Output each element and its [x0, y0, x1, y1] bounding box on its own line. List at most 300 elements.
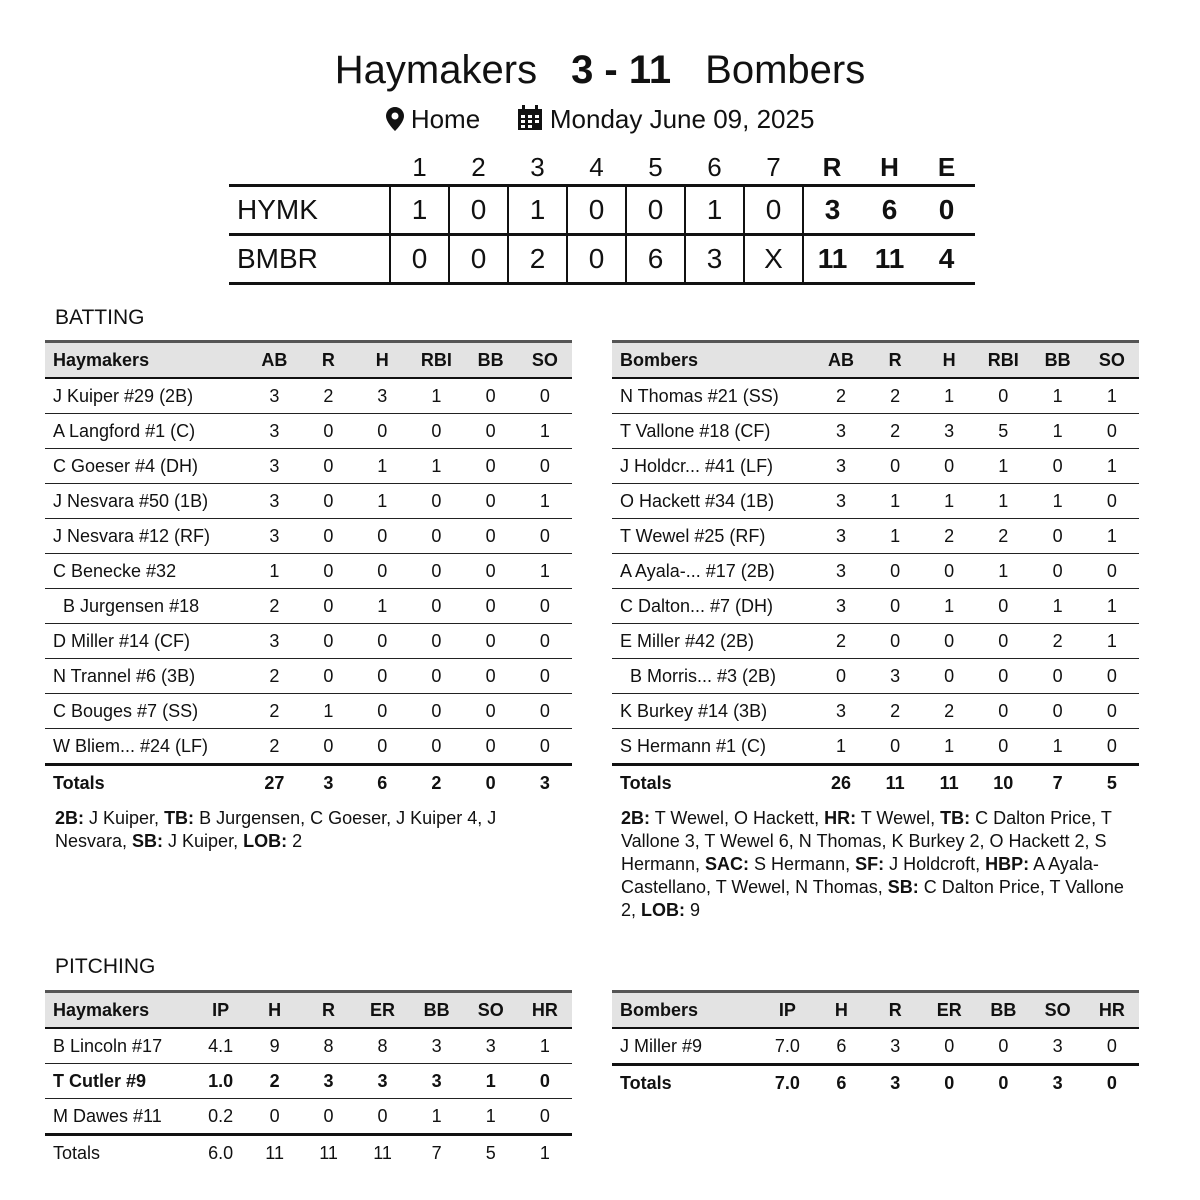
player-row [612, 589, 1139, 624]
stat-value: 1 [539, 490, 550, 511]
stat-value: 1 [1106, 595, 1117, 616]
player-name: A Ayala-... #17 (2B) [620, 560, 775, 581]
batting-notes-bombers [621, 807, 1141, 922]
location-label: Home [410, 104, 481, 134]
stat-column-header: H [375, 349, 389, 370]
linescore-team: HYMK [237, 194, 318, 225]
stat-value: 0 [539, 1070, 550, 1091]
pitching-table-haymakers [45, 990, 572, 1170]
stat-column-header: SO [1098, 349, 1125, 370]
stat-value: 0 [1052, 525, 1063, 546]
stat-value: 1 [1052, 385, 1063, 406]
stat-value: 1 [1106, 630, 1117, 651]
stat-value: 0 [377, 630, 388, 651]
note-label: HR: [824, 808, 857, 828]
stat-value: 1 [998, 455, 1009, 476]
stat-value: 3 [485, 1035, 496, 1056]
stat-value: 2 [269, 735, 280, 756]
totals-value: 3 [539, 772, 550, 793]
table-header-row [45, 342, 572, 379]
stat-value: 1 [998, 490, 1009, 511]
linescore-header [229, 150, 975, 186]
inning-7-header: 7 [766, 151, 781, 182]
note-label: SB: [887, 877, 919, 897]
inning-score: 1 [685, 186, 744, 235]
stat-column-header: HR [1098, 999, 1125, 1020]
stat-value: 0 [485, 595, 496, 616]
stat-value: 3 [1052, 1035, 1063, 1056]
stat-value: 3 [431, 1070, 442, 1091]
totals-row [612, 765, 1139, 801]
stat-value: 1 [944, 490, 955, 511]
note-label: 2B: [621, 808, 651, 828]
runs-total: 11 [817, 243, 848, 274]
stat-value: 0 [539, 700, 550, 721]
player-row [45, 694, 572, 729]
note-text: B Jurgensen, C Goeser, J Kuiper 4, J Nesvara, [55, 808, 497, 851]
player-name: E Miller #42 (2B) [620, 630, 755, 651]
player-row [45, 519, 572, 554]
stat-value: 1 [539, 560, 550, 581]
stat-value: 0 [323, 595, 334, 616]
errors-total: 0 [938, 194, 955, 225]
player-name: K Burkey #14 (3B) [620, 700, 768, 721]
stat-value: 0 [485, 700, 496, 721]
inning-score: X [744, 235, 803, 284]
batting-notes-haymakers [55, 807, 565, 853]
stat-value: 0 [998, 665, 1009, 686]
stat-value: 0 [539, 595, 550, 616]
totals-value: 7.0 [774, 1072, 800, 1093]
player-name: S Hermann #1 (C) [620, 735, 767, 756]
stat-value: 2 [269, 700, 280, 721]
stat-value: 2 [1052, 630, 1063, 651]
stat-value: 0 [1052, 455, 1063, 476]
stat-value: 3 [269, 420, 280, 441]
player-row [45, 659, 572, 694]
stat-value: 1 [944, 385, 955, 406]
stat-column-header: IP [778, 999, 796, 1020]
stat-value: 3 [890, 665, 901, 686]
player-name: T Cutler #9 [53, 1070, 147, 1091]
stat-column-header: R [888, 349, 902, 370]
stat-value: 0 [539, 630, 550, 651]
totals-value: 26 [830, 772, 851, 793]
stat-value: 0 [377, 665, 388, 686]
runs-header: R [822, 151, 842, 182]
stat-value: 0 [944, 560, 955, 581]
player-name: A Langford #1 (C) [53, 420, 196, 441]
final-score: 3 - 11 [571, 48, 672, 92]
stat-value: 3 [835, 560, 846, 581]
totals-value: 2 [431, 772, 442, 793]
player-row [45, 1064, 572, 1099]
batting-table-bombers [612, 340, 1139, 800]
totals-value: 11 [373, 1142, 392, 1163]
stat-value: 3 [890, 1035, 901, 1056]
stat-column-header: R [321, 349, 335, 370]
inning-score: 0 [567, 235, 626, 284]
linescore-row-away [229, 186, 975, 235]
stat-value: 1 [1106, 525, 1117, 546]
stat-value: 0 [539, 385, 550, 406]
note-text: J Holdcroft, [884, 854, 986, 874]
stat-value: 0 [998, 595, 1009, 616]
stat-value: 3 [835, 525, 846, 546]
stat-value: 0 [431, 700, 442, 721]
player-row [45, 1099, 572, 1135]
pitching-table-bombers [612, 990, 1139, 1100]
stat-column-header: AB [261, 349, 288, 370]
stat-value: 1 [323, 700, 334, 721]
totals-label: Totals [53, 772, 105, 793]
note-label: SAC: [705, 854, 750, 874]
stat-column-header: R [322, 999, 336, 1020]
stat-value: 2 [835, 385, 846, 406]
stat-value: 0 [431, 595, 442, 616]
player-name: C Dalton... #7 (DH) [620, 595, 774, 616]
totals-value: 27 [264, 772, 285, 793]
totals-row [45, 765, 572, 801]
player-name: O Hackett #34 (1B) [620, 490, 775, 511]
stat-value: 6 [836, 1035, 847, 1056]
totals-value: 11 [885, 772, 905, 793]
stat-value: 0 [377, 420, 388, 441]
note-label: 2B: [55, 808, 85, 828]
note-text: T Wewel, O Hackett, [650, 808, 825, 828]
player-row [45, 589, 572, 624]
note-text: 2 [287, 831, 303, 851]
stat-value: 1 [890, 525, 901, 546]
stat-value: 0 [944, 630, 955, 651]
stat-column-header: RBI [987, 349, 1019, 370]
stat-value: 0 [1106, 665, 1117, 686]
stat-value: 1 [1052, 490, 1063, 511]
stat-value: 3 [431, 1035, 442, 1056]
inning-5-header: 5 [648, 151, 663, 182]
stat-value: 0.2 [208, 1105, 234, 1126]
stat-value: 0 [485, 385, 496, 406]
player-row [612, 519, 1139, 554]
player-row [45, 729, 572, 765]
stat-value: 3 [323, 1070, 334, 1091]
stat-value: 0 [485, 665, 496, 686]
stat-value: 2 [269, 665, 280, 686]
player-row [612, 659, 1139, 694]
totals-label: Totals [53, 1142, 101, 1163]
player-name: T Vallone #18 (CF) [620, 420, 771, 441]
table-header-row [612, 342, 1139, 379]
stat-value: 0 [485, 420, 496, 441]
totals-value: 3 [323, 772, 334, 793]
stat-value: 0 [998, 735, 1009, 756]
inning-1-header: 1 [412, 151, 427, 182]
note-label: TB: [940, 808, 971, 828]
stat-value: 0 [890, 595, 901, 616]
stat-value: 0 [539, 665, 550, 686]
stat-column-header: SO [1044, 999, 1071, 1020]
stat-value: 0 [323, 455, 334, 476]
stat-value: 0 [431, 665, 442, 686]
batting-table-haymakers [45, 340, 572, 800]
stat-column-header: HR [531, 999, 558, 1020]
stat-value: 3 [269, 490, 280, 511]
totals-value: 5 [485, 1142, 496, 1163]
stat-value: 0 [485, 630, 496, 651]
stat-value: 3 [269, 630, 280, 651]
player-name: D Miller #14 (CF) [53, 630, 191, 651]
stat-value: 3 [377, 1070, 388, 1091]
stat-value: 0 [998, 630, 1009, 651]
totals-value: 7 [1052, 772, 1063, 793]
stat-value: 1 [1052, 420, 1063, 441]
table-header-row [45, 992, 572, 1029]
location-pin-icon [386, 107, 404, 131]
stat-value: 0 [998, 700, 1009, 721]
totals-row [45, 1135, 572, 1171]
stat-value: 0 [1106, 560, 1117, 581]
note-label: LOB: [243, 831, 288, 851]
totals-value: 10 [993, 772, 1014, 793]
hits-header: H [880, 151, 899, 182]
stat-value: 0 [431, 735, 442, 756]
team-column-header: Haymakers [53, 999, 150, 1020]
stat-value: 1.0 [208, 1070, 234, 1091]
home-team-name: Bombers [705, 48, 866, 92]
stat-value: 0 [1052, 700, 1063, 721]
player-row [612, 694, 1139, 729]
stat-column-header: BB [990, 999, 1017, 1020]
stat-column-header: H [268, 999, 282, 1020]
player-name: M Dawes #11 [53, 1105, 162, 1126]
totals-value: 0 [944, 1072, 955, 1093]
note-text: J Kuiper, [84, 808, 165, 828]
stat-value: 7.0 [774, 1035, 800, 1056]
stat-value: 0 [539, 525, 550, 546]
player-name: J Nesvara #50 (1B) [53, 490, 209, 511]
note-label: SB: [132, 831, 164, 851]
stat-value: 0 [323, 665, 334, 686]
totals-value: 6 [377, 772, 388, 793]
stat-value: 2 [323, 385, 334, 406]
errors-total: 4 [938, 243, 955, 274]
stat-value: 0 [1106, 735, 1117, 756]
stat-value: 2 [269, 1070, 280, 1091]
stat-value: 2 [890, 420, 901, 441]
totals-value: 6.0 [208, 1142, 234, 1163]
stat-value: 0 [835, 665, 846, 686]
player-name: J Nesvara #12 (RF) [53, 525, 211, 546]
totals-label: Totals [620, 772, 672, 793]
stat-value: 0 [431, 525, 442, 546]
stat-value: 3 [377, 385, 388, 406]
stat-value: 0 [998, 385, 1009, 406]
stat-value: 0 [431, 420, 442, 441]
stat-value: 0 [377, 700, 388, 721]
stat-column-header: ER [936, 999, 962, 1020]
player-name: B Jurgensen #18 [63, 595, 200, 616]
stat-value: 1 [485, 1105, 496, 1126]
stat-value: 0 [323, 735, 334, 756]
stat-column-header: BB [477, 349, 504, 370]
stat-column-header: IP [212, 999, 230, 1020]
stat-value: 0 [323, 525, 334, 546]
stat-value: 2 [944, 700, 955, 721]
stat-value: 0 [323, 630, 334, 651]
player-row [45, 449, 572, 484]
player-name: C Bouges #7 (SS) [53, 700, 199, 721]
linescore-row-home [229, 235, 975, 284]
stat-value: 0 [323, 420, 334, 441]
batting-section-title: BATTING [55, 306, 145, 329]
player-name: N Thomas #21 (SS) [620, 385, 779, 406]
note-text: T Wewel, [856, 808, 941, 828]
player-name: C Benecke #32 [53, 560, 177, 581]
note-text: S Hermann, [749, 854, 856, 874]
stat-value: 1 [269, 560, 280, 581]
stat-value: 1 [431, 385, 442, 406]
player-row [612, 554, 1139, 589]
away-team-name: Haymakers [334, 48, 538, 92]
stat-value: 3 [269, 525, 280, 546]
hits-total: 11 [874, 243, 905, 274]
totals-row [612, 1065, 1139, 1101]
team-column-header: Bombers [620, 999, 699, 1020]
totals-value: 3 [1052, 1072, 1063, 1093]
inning-score: 0 [567, 186, 626, 235]
stat-value: 0 [998, 1035, 1009, 1056]
runs-total: 3 [824, 194, 841, 225]
stat-value: 1 [1106, 385, 1117, 406]
stat-value: 1 [377, 595, 388, 616]
stat-value: 4.1 [208, 1035, 234, 1056]
player-row [45, 624, 572, 659]
totals-value: 11 [265, 1142, 284, 1163]
stat-value: 0 [890, 735, 901, 756]
stat-value: 3 [835, 420, 846, 441]
calendar-icon [517, 105, 543, 131]
stat-value: 1 [1052, 595, 1063, 616]
stat-column-header: ER [370, 999, 396, 1020]
inning-score: 6 [626, 235, 685, 284]
stat-value: 3 [269, 385, 280, 406]
inning-score: 0 [390, 235, 449, 284]
stat-value: 0 [377, 525, 388, 546]
note-text: C Dalton Price, T Vallone 2, [621, 877, 1124, 920]
stat-column-header: AB [827, 349, 854, 370]
inning-score: 0 [449, 186, 508, 235]
note-label: TB: [164, 808, 195, 828]
game-title [0, 48, 1200, 93]
totals-value: 5 [1106, 772, 1117, 793]
stat-column-header: RBI [420, 349, 452, 370]
stat-value: 1 [890, 490, 901, 511]
stat-value: 0 [890, 630, 901, 651]
team-column-header: Bombers [620, 349, 699, 370]
stat-column-header: H [942, 349, 956, 370]
player-name: W Bliem... #24 (LF) [53, 735, 209, 756]
stat-value: 0 [323, 560, 334, 581]
player-name: J Miller #9 [620, 1035, 703, 1056]
stat-value: 0 [377, 735, 388, 756]
game-date: Monday June 09, 2025 [549, 104, 815, 134]
stat-value: 0 [1106, 1035, 1117, 1056]
stat-value: 1 [377, 455, 388, 476]
stat-value: 0 [1106, 700, 1117, 721]
player-name: N Trannel #6 (3B) [53, 665, 196, 686]
stat-value: 1 [944, 595, 955, 616]
player-name: T Wewel #25 (RF) [620, 525, 766, 546]
inning-6-header: 6 [707, 151, 722, 182]
stat-value: 9 [269, 1035, 280, 1056]
totals-value: 1 [539, 1142, 550, 1163]
inning-3-header: 3 [530, 151, 545, 182]
player-row [45, 484, 572, 519]
stat-value: 3 [835, 490, 846, 511]
stat-value: 1 [998, 560, 1009, 581]
stat-value: 2 [890, 385, 901, 406]
stat-value: 3 [944, 420, 955, 441]
stat-value: 1 [539, 1035, 550, 1056]
stat-value: 3 [835, 455, 846, 476]
player-row [45, 414, 572, 449]
note-text: J Kuiper, [163, 831, 244, 851]
stat-value: 0 [944, 455, 955, 476]
inning-score: 3 [685, 235, 744, 284]
stat-value: 1 [485, 1070, 496, 1091]
totals-value: 7 [431, 1142, 442, 1163]
stat-value: 1 [1106, 455, 1117, 476]
stat-value: 5 [998, 420, 1009, 441]
stat-value: 0 [539, 735, 550, 756]
stat-value: 8 [377, 1035, 388, 1056]
hits-total: 6 [881, 194, 898, 225]
stat-value: 0 [485, 455, 496, 476]
player-row [612, 624, 1139, 659]
pitching-section-title: PITCHING [55, 955, 156, 978]
stat-column-header: SO [531, 349, 558, 370]
stat-value: 0 [485, 525, 496, 546]
totals-value: 11 [939, 772, 959, 793]
note-text: C Dalton Price, T Vallone 3, T Wewel 6, N Thomas, K Burkey 2, O Hackett 2, S Hermann, [621, 808, 1112, 874]
totals-label: Totals [620, 1072, 672, 1093]
stat-value: 2 [998, 525, 1009, 546]
note-label: LOB: [641, 900, 686, 920]
player-row [612, 484, 1139, 519]
note-label: SF: [855, 854, 885, 874]
player-row [612, 449, 1139, 484]
inning-2-header: 2 [471, 151, 486, 182]
stat-value: 0 [944, 665, 955, 686]
stat-value: 0 [323, 1105, 334, 1126]
totals-value: 0 [998, 1072, 1009, 1093]
stat-value: 0 [1052, 560, 1063, 581]
totals-value: 6 [836, 1072, 847, 1093]
stat-value: 1 [1052, 735, 1063, 756]
linescore-team: BMBR [237, 243, 318, 274]
inning-score: 0 [626, 186, 685, 235]
stat-value: 0 [539, 1105, 550, 1126]
player-name: B Lincoln #17 [53, 1035, 163, 1056]
player-name: B Morris... #3 (2B) [630, 665, 777, 686]
totals-value: 0 [485, 772, 496, 793]
stat-column-header: H [834, 999, 848, 1020]
stat-value: 0 [485, 560, 496, 581]
stat-column-header: BB [423, 999, 450, 1020]
game-meta [0, 104, 1200, 135]
player-row [45, 554, 572, 589]
note-text: A Ayala-Castellano, T Wewel, N Thomas, [621, 854, 1099, 897]
